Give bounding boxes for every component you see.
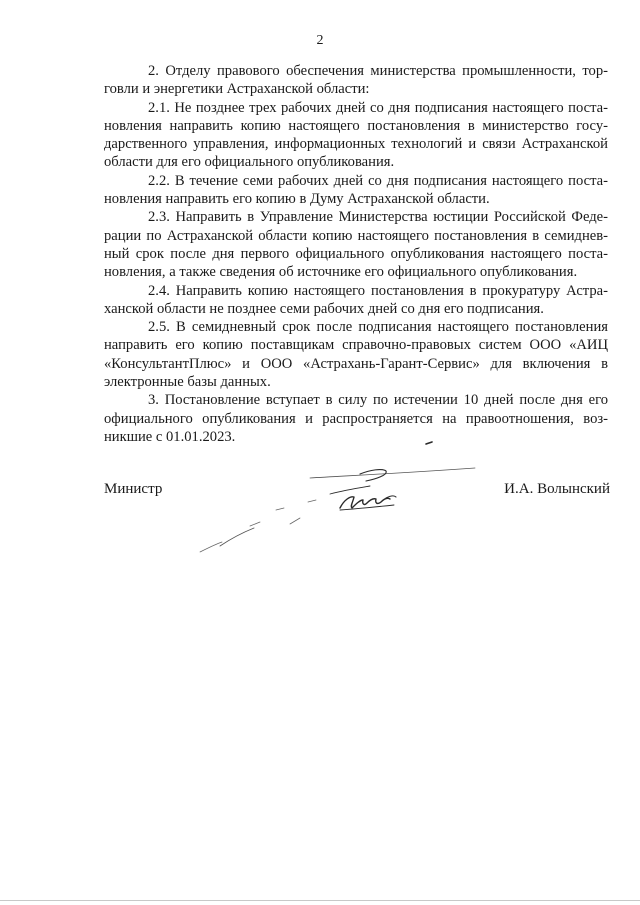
paragraph-line: 2. Отделу правового обеспечения министерства промышленности, тор- (148, 63, 608, 79)
page-number: 2 (316, 33, 324, 48)
page-bottom-edge (0, 900, 640, 901)
paragraph-line: дарственного управления, информационных технологий и связи Астраханской (104, 136, 608, 153)
paragraph-line: электронные базы данных. (104, 374, 271, 391)
paragraph-line: новления направить копию настоящего постановления в министерство госу- (104, 117, 608, 134)
paragraph-2-5 (104, 318, 608, 391)
paragraph-line: 2.2. В течение семи рабочих дней со дня подписания настоящего поста- (148, 172, 608, 189)
paragraph-line: новления направить его копию в Думу Астраханской области. (104, 191, 490, 208)
paragraph-line: «КонсультантПлюс» и ООО «Астрахань-Гарант-Сервис» для включения в (104, 355, 608, 372)
handwritten-signature (190, 440, 480, 560)
paragraph-2-4 (104, 282, 608, 319)
signatory-position: Министр (104, 481, 163, 497)
paragraph-line: 2.5. В семидневный срок после подписания настоящего постановления (148, 319, 608, 336)
paragraph-line: ный срок после дня первого официального опубликования настоящего поста- (104, 245, 608, 262)
paragraph-line: 2.1. Не позднее трех рабочих дней со дня подписания настоящего поста- (148, 99, 608, 116)
paragraph-2 (104, 62, 608, 99)
paragraph-line: ханской области не позднее семи рабочих дней со дня его подписания. (104, 300, 544, 317)
paragraph-line: говли и энергетики Астраханской области: (104, 81, 370, 98)
signatory-name: И.А. Волынский (504, 481, 610, 497)
paragraph-2-2 (104, 172, 608, 209)
paragraph-2-3 (104, 208, 608, 281)
paragraph-line: рации по Астраханской области копию настоящего постановления в семиднев- (104, 227, 608, 244)
paragraph-line: 3. Постановление вступает в силу по истечении 10 дней после дня его (148, 392, 608, 409)
paragraph-2-1 (104, 99, 608, 172)
paragraph-line: никшие с 01.01.2023. (104, 428, 236, 445)
paragraph-line: официального опубликования и распространяется на правоотношения, воз- (104, 410, 608, 427)
paragraph-line: направить его копию поставщикам справочно-правовых систем ООО «АИЦ (104, 337, 608, 354)
paragraph-line: области для его официального опубликования. (104, 154, 395, 171)
document-body (104, 62, 608, 446)
paragraph-3 (104, 391, 608, 446)
paragraph-line: новления, а также сведения об источнике его официального опубликования. (104, 264, 578, 281)
paragraph-line: 2.3. Направить в Управление Министерства юстиции Российской Феде- (148, 209, 608, 226)
paragraph-line: 2.4. Направить копию настоящего постановления в прокуратуру Астра- (148, 282, 608, 299)
